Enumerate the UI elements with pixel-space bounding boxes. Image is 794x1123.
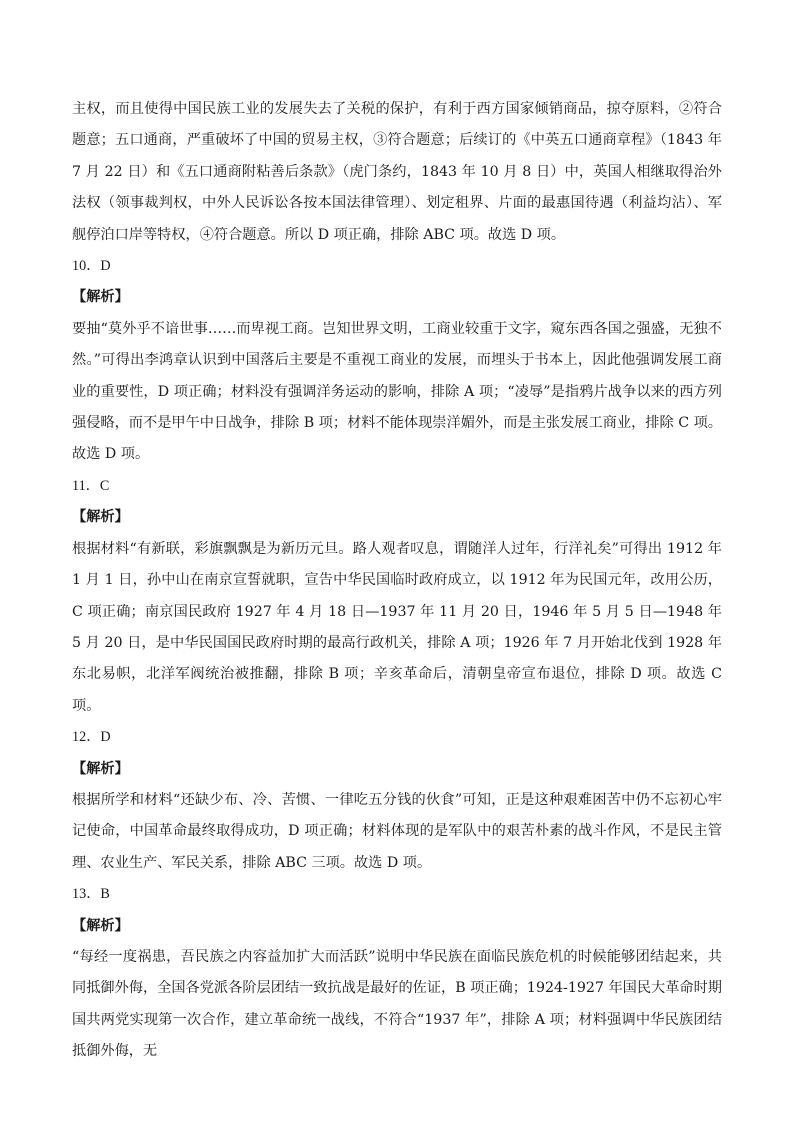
question-number-11: 11．C [72, 477, 110, 494]
analysis-label: 【解析】 [72, 509, 129, 526]
question-number-10: 10．D [72, 258, 111, 275]
analysis-label: 【解析】 [72, 917, 129, 934]
paragraph-q11-analysis: 根据材料“有新联，彩旗飘飘是为新历元旦。路人观者叹息，谓随洋人过年，行洋礼矣”可得出 1912 年 1 月 1 日，孙中山在南京宣誓就职，宣告中华民国临时政府成立，以 1912 年为民国元年，改用公历，C 项正确；南京国民政府 1927 年 4 月 18 日—1937 年 11 月 20 日，1946 年 5 月 5 日—1948 年 5 月 20 日，是中华民国国民政府时期的最高行政机关，排除 A 项；1926 年 7 月开始北伐到 1928 年东北易帜，北洋军阀统治被推翻，排除 B 项；辛亥革命后，清朝皇帝宣布退位，排除 D 项。故选 C 项。 [72, 540, 722, 714]
answer-explanations [72, 94, 722, 1068]
question-number-12: 12．D [72, 729, 111, 746]
analysis-label: 【解析】 [72, 760, 129, 777]
question-number-13: 13．B [72, 886, 110, 903]
paragraph-q9-continued: 主权，而且使得中国民族工业的发展失去了关税的保护，有利于西方国家倾销商品，掠夺原料，②符合题意；五口通商，严重破坏了中国的贸易主权，③符合题意；后续订的《中英五口通商章程》（1843 年 7 月 22 日）和《五口通商附粘善后条款》（虎门条约，1843 年 10 月 8 日）中，英国人相继取得治外法权（领事裁判权，中外人民诉讼各按本国法律管理）、划定租界、片面的最惠国待遇（利益均沾）、军舰停泊口岸等特权，④符合题意。所以 D 项正确，排除 ABC 项。故选 D 项。 [72, 101, 722, 243]
analysis-label: 【解析】 [72, 289, 129, 306]
paragraph-q13-analysis: “每经一度祸患，吾民族之内容益加扩大而活跃”说明中华民族在面临民族危机的时候能够团结起来，共同抵御外侮，全国各党派各阶层团结一致抗战是最好的佐证，B 项正确；1924-1927 年国民大革命时期国共两党实现第一次合作，建立革命统一战线，不符合“1937 年”，排除 A 项；材料强调中华民族团结抵御外侮，无 [72, 948, 722, 1060]
paragraph-q10-analysis: 要抽“莫外乎不谙世事……而卑视工商。岂知世界文明，工商业较重于文字，窥东西各国之强盛，无独不然。”可得出李鸿章认识到中国落后主要是不重视工商业的发展，而埋头于书本上，因此他强调发展工商业的重要性，D 项正确；材料没有强调洋务运动的影响，排除 A 项；“凌辱”是指鸦片战争以来的西方列强侵略，而不是甲午中日战争，排除 B 项；材料不能体现崇洋媚外，而是主张发展工商业，排除 C 项。故选 D 项。 [72, 320, 722, 463]
paragraph-q12-analysis: 根据所学和材料“还缺少布、冷、苦惯、一律吃五分钱的伙食”可知，正是这种艰难困苦中仍不忘初心牢记使命，中国革命最终取得成功，D 项正确；材料体现的是军队中的艰苦朴素的战斗作风，不是民主管理、农业生产、军民关系，排除 ABC 三项。故选 D 项。 [72, 791, 722, 871]
